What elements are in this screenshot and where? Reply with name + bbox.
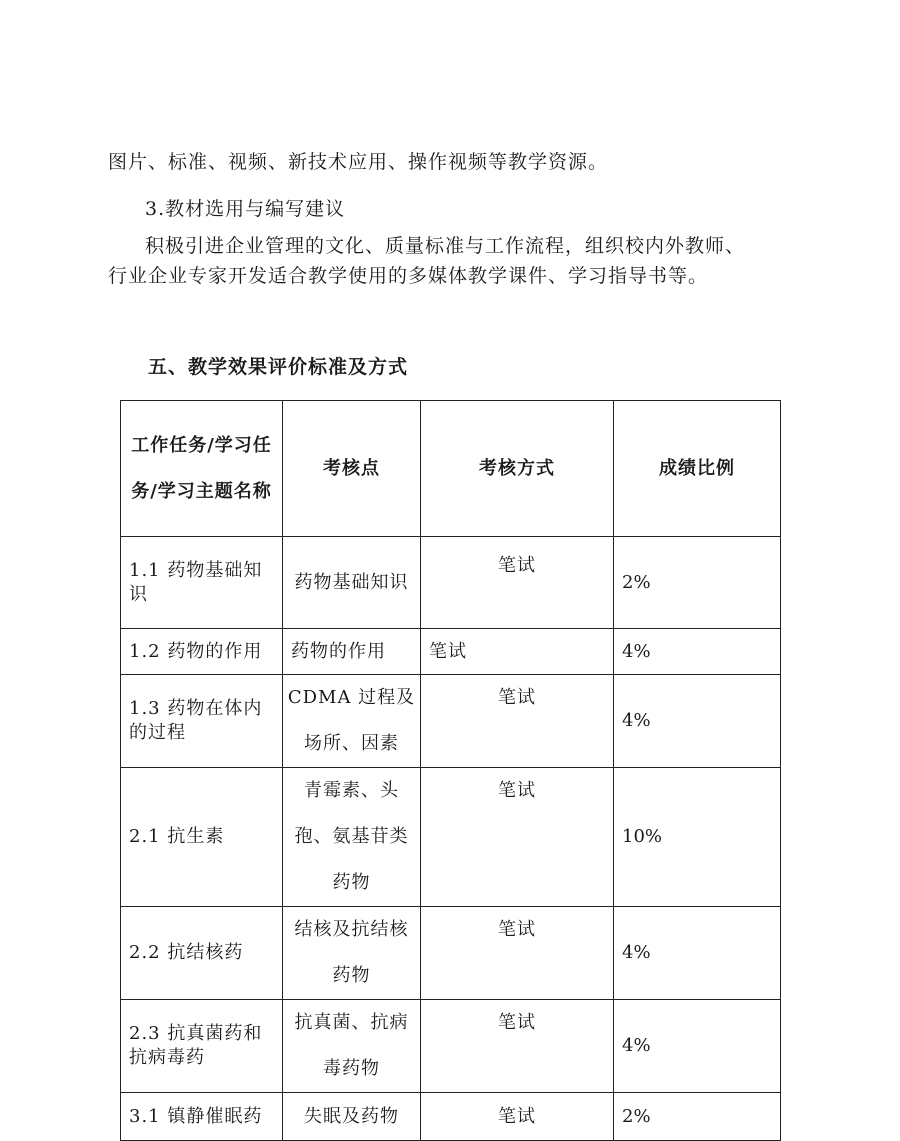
header-score-ratio: 成绩比例 [614,401,781,537]
cell-task-name: 1.3 药物在体内的过程 [121,675,283,768]
cell-assessment-method: 笔试 [421,537,614,629]
cell-assessment-method: 笔试 [421,1000,614,1093]
cell-assessment-point: 药物基础知识 [283,537,421,629]
header-task-name: 工作任务/学习任务/学习主题名称 [121,401,283,537]
cell-task-name: 1.2 药物的作用 [121,629,283,675]
cell-assessment-method: 笔试 [421,907,614,1000]
evaluation-table [120,400,781,1141]
cell-score-ratio: 4% [614,907,781,1000]
table-row [121,1000,781,1093]
table-header-row [121,401,781,537]
cell-task-name: 3.1 镇静催眠药 [121,1093,283,1141]
header-assessment-point: 考核点 [283,401,421,537]
cell-task-name: 2.3 抗真菌药和抗病毒药 [121,1000,283,1093]
cell-score-ratio: 4% [614,675,781,768]
table-row [121,768,781,907]
cell-score-ratio: 4% [614,1000,781,1093]
cell-score-ratio: 10% [614,768,781,907]
cell-task-name: 2.1 抗生素 [121,768,283,907]
table-row [121,907,781,1000]
cell-assessment-method: 笔试 [421,1093,614,1141]
cell-score-ratio: 2% [614,537,781,629]
table-row [121,675,781,768]
table-row [121,629,781,675]
cell-assessment-point: 青霉素、头孢、氨基苷类药物 [283,768,421,907]
cell-assessment-point: 抗真菌、抗病毒药物 [283,1000,421,1093]
cell-task-name: 1.1 药物基础知识 [121,537,283,629]
cell-assessment-point: 药物的作用 [283,629,421,675]
paragraph-line: 图片、标准、视频、新技术应用、操作视频等教学资源。 [108,151,609,173]
cell-assessment-method: 笔试 [421,768,614,907]
paragraph-line: 积极引进企业管理的文化、质量标准与工作流程，组织校内外教师、 [145,235,746,257]
cell-task-name: 2.2 抗结核药 [121,907,283,1000]
paragraph-line: 行业企业专家开发适合教学使用的多媒体教学课件、学习指导书等。 [108,265,709,287]
header-assessment-method: 考核方式 [421,401,614,537]
cell-assessment-point: CDMA 过程及场所、因素 [283,675,421,768]
cell-assessment-method: 笔试 [421,629,614,675]
cell-score-ratio: 2% [614,1093,781,1141]
cell-assessment-point: 结核及抗结核药物 [283,907,421,1000]
section-title: 五、教学效果评价标准及方式 [148,356,409,378]
cell-assessment-method: 笔试 [421,675,614,768]
table-row [121,1093,781,1141]
cell-score-ratio: 4% [614,629,781,675]
subsection-heading: 3.教材选用与编写建议 [145,198,346,220]
cell-assessment-point: 失眠及药物 [283,1093,421,1141]
table-row [121,537,781,629]
